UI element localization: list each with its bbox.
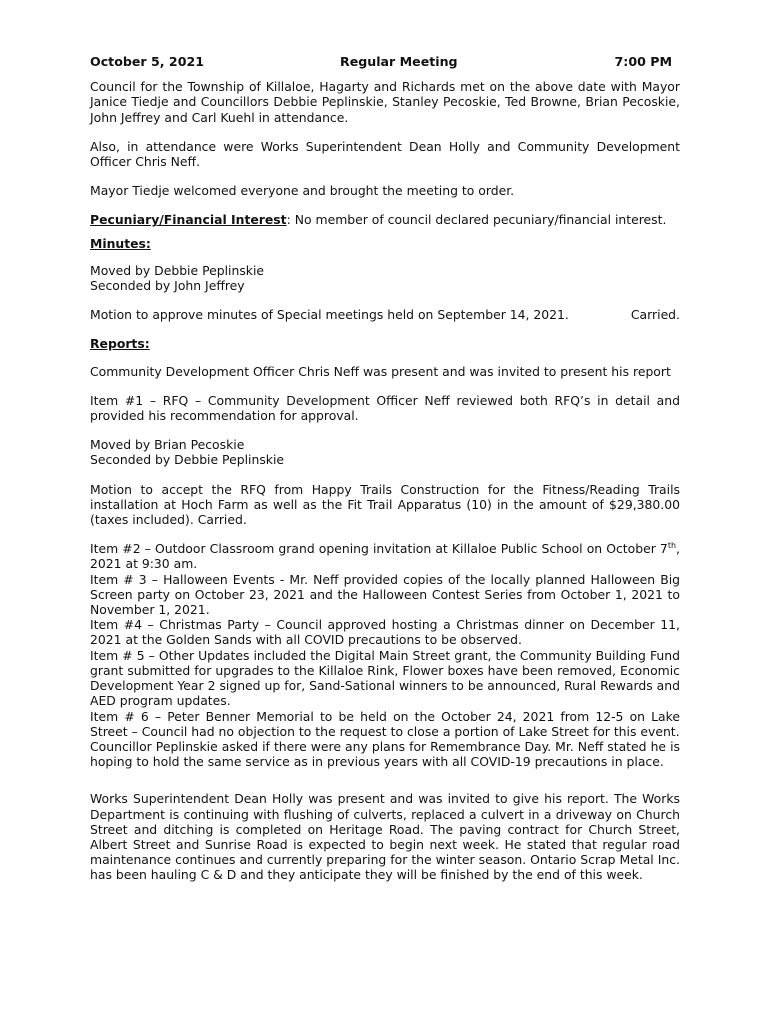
rfq-moved-by: Moved by Brian Pecoskie — [90, 437, 245, 453]
also-attendance-paragraph: Also, in attendance were Works Superintendent Dean Holly and Community Development Officer Chris Neff. — [90, 138, 680, 170]
attendance-paragraph: Council for the Township of Killaloe, Hagarty and Richards met on the above date with Mayor Janice Tiedje and Councillors Debbie Peplinskie, Stanley Pecoskie, Ted Browne, Brian Pecoskie, John Jeffrey and Carl Kuehl in attendance. — [90, 79, 680, 125]
minutes-mover-block — [90, 263, 680, 293]
item2-ordinal: th — [667, 541, 677, 551]
works-paragraph: Works Superintendent Dean Holly was present and was invited to give his report. The Works Department is continuing with flushing of culverts, replaced a culvert in a driveway on Church Street and ditching is completed on Heritage Road. The paving contract for Church Street, Albert Street and Sunrise Road is expected to begin next week. He stated that regular road maintenance continues and currently preparing for the winter season. Ontario Scrap Metal Inc. has been hauling C & D and they anticipate they will be finished by the end of this week. — [90, 791, 680, 883]
reports-heading: Reports: — [90, 336, 150, 352]
minutes-motion-text: Motion to approve minutes of Special meetings held on September 14, 2021. — [90, 307, 569, 323]
meeting-header — [90, 54, 680, 69]
report-items-block — [90, 541, 680, 769]
item2-text-a: Item #2 – Outdoor Classroom grand opening invitation at Killaloe Public School on October 7 — [90, 541, 668, 557]
remembrance-paragraph: Councillor Peplinskie asked if there were any plans for Remembrance Day. Mr. Neff stated he is hoping to hold the same service as in previous years with all COVID-19 precautions in place. — [90, 738, 680, 770]
item2-text-b: , 2021 at 9:30 am. — [90, 541, 680, 572]
minutes-motion — [90, 307, 680, 322]
rfq-seconded-by: Seconded by Debbie Peplinskie — [90, 452, 285, 468]
meeting-minutes-page — [90, 54, 680, 897]
welcome-paragraph: Mayor Tiedje welcomed everyone and brought the meeting to order. — [90, 183, 515, 199]
meeting-date: October 5, 2021 — [90, 54, 204, 69]
item4-paragraph: Item #4 – Christmas Party – Council approved hosting a Christmas dinner on December 11, 2021 at the Golden Sands with all COVID precautions to be observed. — [90, 617, 680, 648]
pecuniary-paragraph — [90, 212, 680, 227]
minutes-moved-by: Moved by Debbie Peplinskie — [90, 262, 265, 278]
cdo-intro-paragraph: Community Development Officer Chris Neff was present and was invited to present his report — [90, 363, 671, 379]
rfq-motion-paragraph: Motion to accept the RFQ from Happy Trails Construction for the Fitness/Reading Trails installation at Hoch Farm as well as the Fit Trail Apparatus (10) in the amount of $29,380.00 (taxes included). Carried. — [90, 481, 680, 528]
pecuniary-heading: Pecuniary/Financial Interest — [90, 212, 287, 228]
minutes-heading: Minutes: — [90, 235, 151, 251]
item6-paragraph: Item # 6 – Peter Benner Memorial to be held on the October 24, 2021 from 12-5 on Lake Street – Council had no objection to the request to close a portion of Lake Street for this event. — [90, 708, 680, 739]
item1-paragraph: Item #1 – RFQ – Community Development Officer Neff reviewed both RFQ’s in detail and provided his recommendation for approval. — [90, 392, 680, 424]
item5-paragraph: Item # 5 – Other Updates included the Digital Main Street grant, the Community Building Fund grant submitted for upgrades to the Killaloe Rink, Flower boxes have been removed, Economic Development Year 2 signed up for, Sand-Sational winners to be announced, Rural Rewards and AED program updates. — [90, 647, 680, 709]
minutes-motion-result: Carried. — [630, 307, 680, 323]
meeting-type: Regular Meeting — [340, 54, 458, 69]
item2-paragraph — [90, 541, 680, 571]
minutes-seconded-by: Seconded by John Jeffrey — [90, 278, 245, 294]
rfq-mover-block — [90, 437, 680, 467]
pecuniary-text: : No member of council declared pecuniary/financial interest. — [286, 212, 667, 228]
item3-paragraph: Item # 3 – Halloween Events - Mr. Neff provided copies of the locally planned Halloween Big Screen party on October 23, 2021 and the Halloween Contest Series from October 1, 2021 to November 1, 2021. — [90, 571, 680, 618]
meeting-time: 7:00 PM — [614, 54, 672, 69]
